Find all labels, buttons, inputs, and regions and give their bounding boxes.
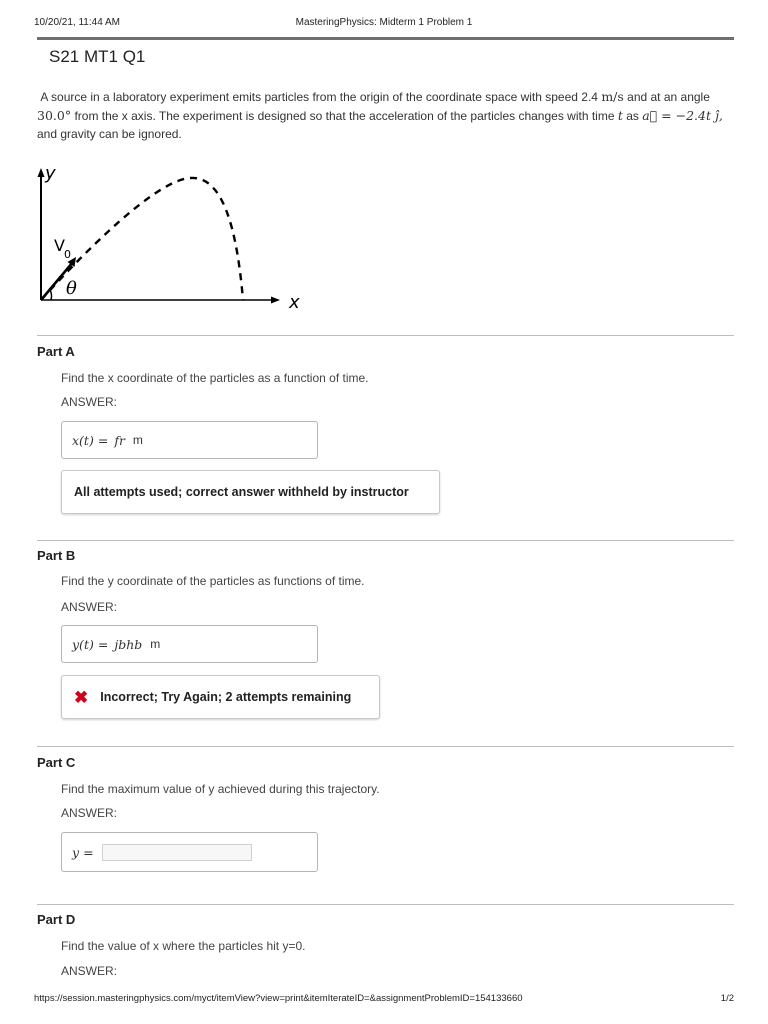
part-a-feedback (61, 470, 440, 514)
part-d-answer-label: ANSWER: (61, 964, 118, 978)
part-a-answer-label: ANSWER: (61, 395, 118, 409)
part-a-feedback-text: All attempts used; correct answer withheld by instructor (74, 485, 409, 499)
part-b-lhs: y(t) (72, 636, 94, 652)
print-date: 10/20/21, 11:44 AM (34, 17, 120, 28)
page-number: 1/2 (720, 993, 734, 1004)
speed-unit: m/s (601, 89, 624, 104)
part-c-title: Part C (37, 755, 76, 770)
part-b-equals: = (97, 636, 109, 652)
statement-text-1: A source in a laboratory experiment emits particles from the origin of the coordinate space with speed 2.4 (40, 90, 598, 104)
v0-subscript: 0 (64, 248, 71, 261)
part-b-title: Part B (37, 548, 76, 563)
part-c-lhs: y (72, 844, 80, 860)
part-b-divider (37, 540, 734, 541)
part-b-feedback-text: Incorrect; Try Again; 2 attempts remaining (100, 690, 352, 704)
part-a-lhs: x(t) (72, 432, 94, 448)
time-variable: t (617, 107, 623, 123)
angle-arc (50, 289, 52, 300)
part-c-divider (37, 746, 734, 747)
acceleration-expression: a⃗ = −2.4t ĵ, (642, 107, 723, 123)
part-b-answer-value: jbhb (114, 636, 143, 652)
trajectory-figure (30, 160, 320, 320)
part-d-divider (37, 904, 734, 905)
x-axis-arrow (271, 297, 280, 304)
part-b-answer-label: ANSWER: (61, 600, 118, 614)
part-c-question: Find the maximum value of y achieved during this trajectory. (61, 782, 380, 796)
statement-text-4: as (626, 108, 639, 123)
theta-label: θ (66, 278, 77, 299)
part-c-answer-input[interactable] (102, 844, 252, 861)
incorrect-x-icon: ✖ (74, 687, 89, 707)
angle-value: 30.0° (37, 107, 72, 123)
problem-statement (37, 88, 737, 144)
print-header (34, 17, 734, 31)
y-axis-arrow (38, 168, 45, 177)
part-d-title: Part D (37, 912, 76, 927)
part-b-unit: m (150, 637, 161, 651)
part-b-feedback (61, 675, 380, 719)
part-a-divider (37, 335, 734, 336)
problem-title: S21 MT1 Q1 (49, 47, 146, 66)
part-b-question: Find the y coordinate of the particles as functions of time. (61, 574, 365, 588)
part-b-answer-box[interactable] (61, 625, 318, 663)
header-rule (37, 37, 734, 40)
part-a-title: Part A (37, 344, 75, 359)
statement-text-3: from the x axis. The experiment is designed so that the acceleration of the particles changes with time (74, 108, 615, 123)
part-c-equals: = (83, 844, 94, 860)
part-a-answer-value: fr (114, 432, 125, 448)
statement-text-2: and at an angle (627, 90, 710, 104)
print-url: https://session.masteringphysics.com/myct/itemView?view=print&itemIterateID=&assignmentProblemID=154133660 (34, 993, 523, 1004)
part-d-question: Find the value of x where the particles hit y=0. (61, 939, 306, 953)
part-a-equals: = (97, 432, 109, 448)
v0-label: V (54, 236, 65, 255)
part-a-question: Find the x coordinate of the particles as a function of time. (61, 371, 369, 385)
part-c-answer-box (61, 832, 318, 872)
y-axis-label: y (45, 163, 56, 184)
part-a-answer-box[interactable] (61, 421, 318, 459)
print-footer (34, 993, 734, 1007)
print-doc-title: MasteringPhysics: Midterm 1 Problem 1 (295, 17, 473, 28)
statement-text-5: and gravity can be ignored. (37, 127, 182, 141)
part-c-answer-label: ANSWER: (61, 806, 118, 820)
part-a-unit: m (132, 433, 143, 447)
x-axis-label: x (289, 292, 300, 313)
trajectory-svg (30, 160, 320, 320)
